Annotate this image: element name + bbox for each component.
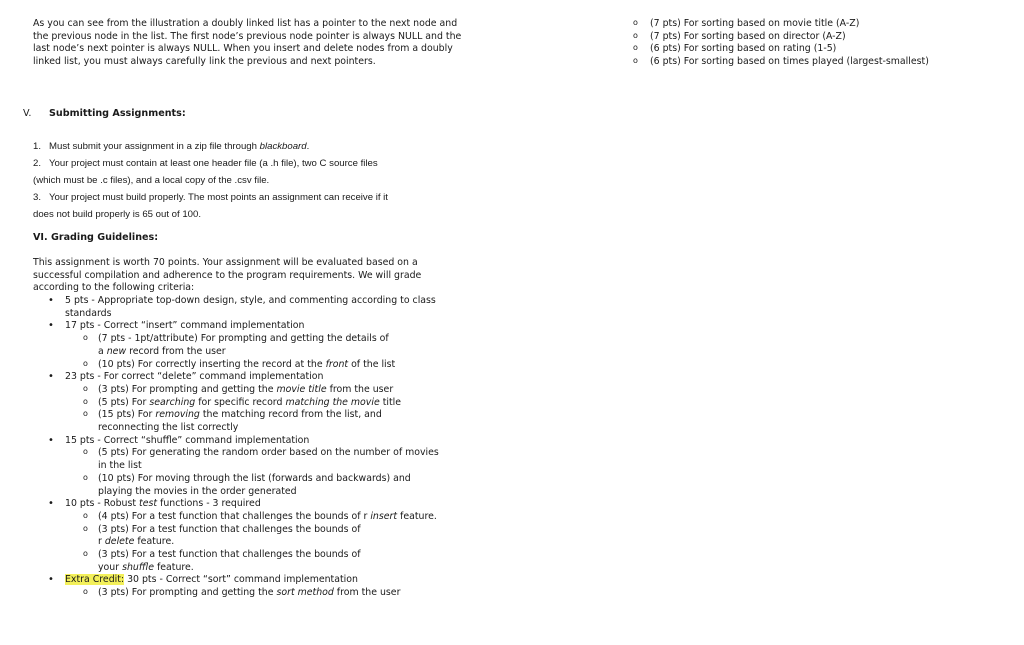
sort-item-times-played: o (6 pts) For sorting based on times played (largest-smallest) xyxy=(633,56,1013,69)
extra-credit-highlight: Extra Credit: xyxy=(65,574,125,586)
section-v-number: V. xyxy=(23,108,32,119)
shuffle-sub-2: o (10 pts) For moving through the list (forwards and backwards) and playing the movies in the order generated xyxy=(33,473,463,498)
delete-sub-2: o (5 pts) For searching for specific record matching the movie title xyxy=(33,397,463,410)
grading-intro: This assignment is worth 70 points. Your assignment will be evaluated based on a successful compilation and adherence to the program requirements. We will grade according to the following criteria: xyxy=(33,257,422,294)
criterion-shuffle: • 15 pts - Correct “shuffle” command implementation xyxy=(33,435,463,448)
sort-item-title: o (7 pts) For sorting based on movie title (A-Z) xyxy=(633,18,1013,31)
shuffle-sub-1: o (5 pts) For generating the random order based on the number of movies in the list xyxy=(33,447,463,472)
submission-list xyxy=(33,138,463,223)
intro-text: As you can see from the illustration a doubly linked list has a pointer to the next node and the previous node in the list. The first node’s previous node pointer is always NULL and the last node’s next pointer is always NULL. When you insert and delete nodes from a doubly linked list, you must always carefully link the previous and next pointers. xyxy=(33,18,462,68)
grading-criteria xyxy=(33,295,463,600)
criterion-extra-credit: • Extra Credit: 30 pts - Correct “sort” command implementation xyxy=(33,574,463,587)
submission-item-2: 2. Your project must contain at least one header file (a .h file), two C source files xyxy=(33,158,378,169)
blackboard-text: blackboard xyxy=(259,141,307,152)
criterion-insert: • 17 pts - Correct “insert” command implementation xyxy=(33,320,463,333)
sort-item-rating: o (6 pts) For sorting based on rating (1-5) xyxy=(633,43,1013,56)
submission-item-3-cont: does not build properly is 65 out of 100. xyxy=(33,209,202,220)
section-v-heading xyxy=(23,108,186,119)
tests-sub-2: o (3 pts) For a test function that challenges the bounds of r delete feature. xyxy=(33,524,463,549)
delete-sub-3: o (15 pts) For removing the matching record from the list, and reconnecting the list correctly xyxy=(33,409,463,434)
intro-paragraph xyxy=(33,18,463,69)
insert-sub-2: o (10 pts) For correctly inserting the record at the front of the list xyxy=(33,359,463,372)
submission-item-2-cont: (which must be .c files), and a local copy of the .csv file. xyxy=(33,175,270,186)
tests-sub-1: o (4 pts) For a test function that challenges the bounds of r insert feature. xyxy=(33,511,463,524)
submission-item-1: 1. Must submit your assignment in a zip file through blackboard. xyxy=(33,141,310,152)
right-column-sort-list xyxy=(633,18,1013,69)
section-v-title: Submitting Assignments: xyxy=(49,108,186,119)
submission-item-3: 3. Your project must build properly. The most points an assignment can receive if it xyxy=(33,192,388,203)
criterion-tests: • 10 pts - Robust test functions - 3 required xyxy=(33,498,463,511)
sort-sub-1: o (3 pts) For prompting and getting the sort method from the user xyxy=(33,587,463,600)
insert-sub-1: o (7 pts - 1pt/attribute) For prompting and getting the details of a new record from the user xyxy=(33,333,463,358)
criterion-design: • 5 pts - Appropriate top-down design, style, and commenting according to class standards xyxy=(33,295,463,320)
criterion-delete: • 23 pts - For correct “delete” command implementation xyxy=(33,371,463,384)
section-vi-heading: VI. Grading Guidelines: xyxy=(33,232,159,243)
tests-sub-3: o (3 pts) For a test function that challenges the bounds of your shuffle feature. xyxy=(33,549,463,574)
sort-item-director: o (7 pts) For sorting based on director (A-Z) xyxy=(633,31,1013,44)
delete-sub-1: o (3 pts) For prompting and getting the movie title from the user xyxy=(33,384,463,397)
